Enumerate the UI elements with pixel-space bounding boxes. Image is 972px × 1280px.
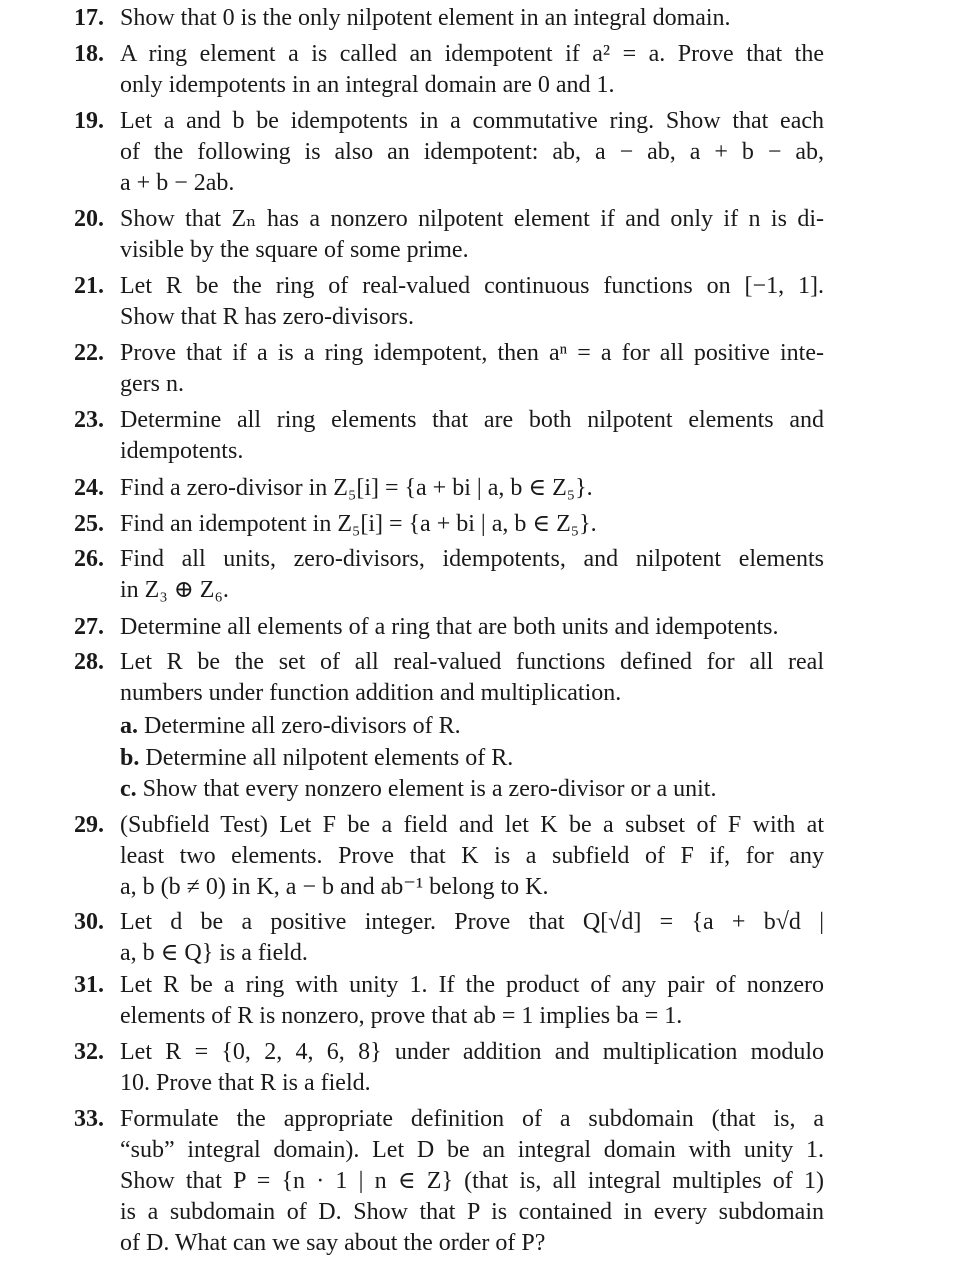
exercise-text: [120, 106, 824, 199]
exercise-text: [120, 1037, 824, 1099]
text-line: of D. What can we say about the order of P?: [120, 1230, 546, 1256]
text-line: A ring element a is called an idempotent if a² = a. Prove that the: [120, 41, 824, 67]
text-line: a, b ∈ Q} is a field.: [120, 940, 308, 966]
exercise-number: 20.: [74, 206, 104, 232]
exercise-text: [120, 204, 824, 266]
exercise-number: 21.: [74, 273, 104, 299]
exercise-number: 17.: [74, 5, 104, 31]
part-letter: b.: [120, 745, 140, 771]
exercise-part-a: [120, 711, 824, 742]
exercise-number: 18.: [74, 41, 104, 67]
exercise-number: 33.: [74, 1106, 104, 1132]
exercise-number: 32.: [74, 1039, 104, 1065]
text-line: in Z₃ ⊕ Z₆.: [120, 577, 229, 603]
exercise-text: [120, 39, 824, 101]
text-line: Formulate the appropriate definition of a subdomain (that is, a: [120, 1106, 824, 1132]
exercise-number: 26.: [74, 546, 104, 572]
text-line: Find an idempotent in Z₅[i] = {a + bi | a, b ∈ Z₅}.: [120, 511, 597, 537]
text-line: gers n.: [120, 371, 184, 397]
text-line: Determine all elements of a ring that are both units and idempotents.: [120, 614, 779, 640]
text-line: Show that 0 is the only nilpotent element in an integral domain.: [120, 5, 731, 31]
text-line: a, b (b ≠ 0) in K, a − b and ab⁻¹ belong to K.: [120, 874, 549, 900]
text-line: Let d be a positive integer. Prove that Q[√d] = {a + b√d |: [120, 909, 824, 935]
text-line: only idempotents in an integral domain are 0 and 1.: [120, 72, 615, 98]
text-line: Find a zero-divisor in Z₅[i] = {a + bi | a, b ∈ Z₅}.: [120, 475, 593, 501]
exercise-text: [120, 271, 824, 333]
text-line: Let R be the set of all real-valued functions defined for all real: [120, 649, 824, 675]
part-text: Determine all zero-divisors of R.: [144, 713, 461, 739]
text-line: is a subdomain of D. Show that P is contained in every subdomain: [120, 1199, 824, 1225]
exercise-text: [120, 970, 824, 1032]
text-line: Find all units, zero-divisors, idempotents, and nilpotent elements: [120, 546, 824, 572]
exercise-text: [120, 612, 824, 643]
part-text: Show that every nonzero element is a zero-divisor or a unit.: [142, 776, 717, 802]
text-line: Prove that if a is a ring idempotent, then aⁿ = a for all positive inte-: [120, 340, 824, 366]
exercise-number: 23.: [74, 407, 104, 433]
text-line: Show that R has zero-divisors.: [120, 304, 414, 330]
text-line: 10. Prove that R is a field.: [120, 1070, 371, 1096]
exercise-number: 22.: [74, 340, 104, 366]
text-line: Let R = {0, 2, 4, 6, 8} under addition and multiplication modulo: [120, 1039, 824, 1065]
text-line: Show that P = {n · 1 | n ∈ Z} (that is, all integral multiples of 1): [120, 1168, 824, 1194]
text-line: Let R be a ring with unity 1. If the product of any pair of nonzero: [120, 972, 824, 998]
exercise-text: [120, 473, 824, 504]
text-line: (Subfield Test) Let F be a field and let K be a subset of F with at: [120, 812, 824, 838]
exercise-text: [120, 907, 824, 969]
exercise-number: 25.: [74, 511, 104, 537]
exercise-number: 24.: [74, 475, 104, 501]
text-line: Show that Zₙ has a nonzero nilpotent element if and only if n is di-: [120, 206, 824, 232]
part-letter: a.: [120, 713, 138, 739]
text-line: “sub” integral domain). Let D be an integral domain with unity 1.: [120, 1137, 824, 1163]
text-line: numbers under function addition and multiplication.: [120, 680, 622, 706]
exercise-number: 27.: [74, 614, 104, 640]
exercise-number: 28.: [74, 649, 104, 675]
exercise-number: 19.: [74, 108, 104, 134]
exercise-number: 31.: [74, 972, 104, 998]
exercise-text: [120, 3, 824, 34]
exercise-text: [120, 405, 824, 467]
exercise-number: 30.: [74, 909, 104, 935]
part-letter: c.: [120, 776, 137, 802]
exercise-text: [120, 544, 824, 606]
text-line: Determine all ring elements that are both nilpotent elements and: [120, 407, 824, 433]
text-line: idempotents.: [120, 438, 244, 464]
exercise-text: [120, 647, 824, 709]
text-line: least two elements. Prove that K is a subfield of F if, for any: [120, 843, 824, 869]
exercise-text: [120, 1104, 824, 1259]
exercise-text: [120, 338, 824, 400]
exercise-part-c: [120, 774, 824, 805]
exercise-text: [120, 509, 824, 540]
exercise-number: 29.: [74, 812, 104, 838]
text-line: of the following is also an idempotent: ab, a − ab, a + b − ab,: [120, 139, 824, 165]
text-line: Let R be the ring of real-valued continuous functions on [−1, 1].: [120, 273, 824, 299]
exercise-text: [120, 810, 824, 903]
text-line: visible by the square of some prime.: [120, 237, 469, 263]
text-line: a + b − 2ab.: [120, 170, 235, 196]
part-text: Determine all nilpotent elements of R.: [145, 745, 514, 771]
text-line: elements of R is nonzero, prove that ab = 1 implies ba = 1.: [120, 1003, 683, 1029]
exercise-part-b: [120, 743, 824, 774]
text-line: Let a and b be idempotents in a commutative ring. Show that each: [120, 108, 824, 134]
